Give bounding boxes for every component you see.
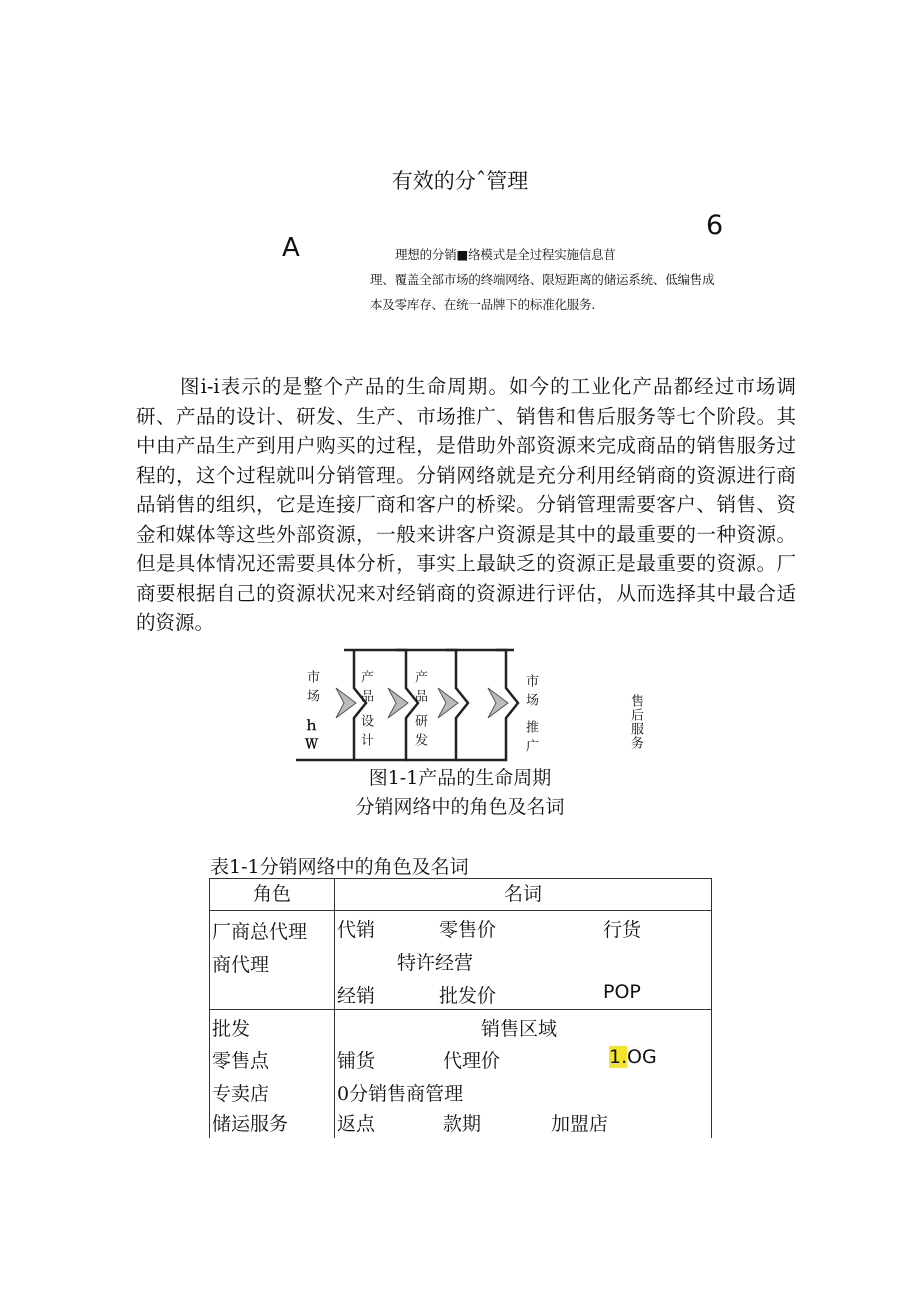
header-role: 角色 bbox=[210, 879, 335, 911]
callout-line: 理、覆盖全部市场的终端网络、限短距离的储运系统、低编售成 bbox=[370, 272, 715, 287]
stage-2-top: 产品 bbox=[358, 670, 373, 708]
term-item: 加盟店 bbox=[551, 1113, 609, 1135]
role-cell bbox=[210, 1010, 335, 1139]
table-caption: 表1-1分销网络中的角色及名词 bbox=[210, 856, 469, 878]
header-terms: 名词 bbox=[335, 879, 712, 911]
stage-1-bottom: ｈＷ bbox=[302, 718, 317, 756]
role-item: 储运服务 bbox=[212, 1113, 289, 1135]
stage-5-bottom: 推广 bbox=[523, 720, 538, 758]
table-row bbox=[210, 1010, 712, 1139]
body-text: 图i-i表示的是整个产品的生命周期。如今的工业化产品都经过市场调研、产品的设计、研发、生产、市场推广、销售和售后服务等七个阶段。其中由产品生产到用户购买的过程，是借助外部资源来完成商品的销售服务过程的，这个过程就叫分销管理。分销网络就是充分利用经销商的资源进行商品销售的组织，它是连接厂商和客户的桥梁。分销管理需要客户、销售、资金和媒体等这些外部资源，一般来讲客户资源是其中的最重要的一种资源。但是具体情况还需要具体分析，事实上最缺乏的资源正是最重要的资源。厂商要根据自己的资源状况来对经销商的资源进行评估，从而选择其中最合适的资源。 bbox=[136, 375, 796, 634]
roles-terms-table bbox=[209, 878, 712, 1138]
role-item: 零售点 bbox=[212, 1050, 270, 1072]
role-item: 专卖店 bbox=[212, 1083, 270, 1105]
document-title: 有效的分ˆ管理 bbox=[391, 169, 529, 193]
term-item: OG bbox=[627, 1046, 657, 1068]
term-item: 批发价 bbox=[439, 985, 497, 1007]
after-sales-label: 售后服务 bbox=[628, 694, 643, 750]
highlighted-term: 1. bbox=[609, 1046, 628, 1068]
term-item: 销售区域 bbox=[481, 1018, 558, 1040]
term-item: 代理价 bbox=[443, 1050, 501, 1072]
lifecycle-figure bbox=[296, 648, 666, 767]
callout-line: 本及零库存、在统一品牌下的标准化服务. bbox=[370, 297, 596, 312]
section-title: 分销网络中的角色及名词 bbox=[355, 796, 565, 818]
terms-cell bbox=[335, 1010, 712, 1139]
table-header-row bbox=[210, 879, 712, 911]
term-item: 特许经营 bbox=[397, 952, 474, 974]
stage-5-top: 市场 bbox=[523, 674, 538, 712]
term-item: 零售价 bbox=[439, 919, 497, 941]
stage-1-top: 市场 bbox=[304, 670, 319, 708]
marker-letter: A bbox=[282, 233, 300, 263]
stage-2-bottom: 设计 bbox=[358, 714, 373, 752]
term-item: POP bbox=[603, 981, 641, 1003]
body-paragraph bbox=[136, 372, 796, 638]
stage-3-bottom: 研发 bbox=[412, 714, 427, 752]
term-item: 返点 bbox=[337, 1113, 376, 1135]
term-item: 0分销售商管理 bbox=[337, 1083, 464, 1105]
term-item: 铺货 bbox=[337, 1050, 376, 1072]
role-item: 厂商总代理 bbox=[212, 921, 308, 943]
role-cell bbox=[210, 911, 335, 1010]
callout-line: 理想的分销■络模式是全过程实施信息苜 bbox=[395, 247, 616, 262]
stage-3-top: 产品 bbox=[412, 670, 427, 708]
table-row bbox=[210, 911, 712, 1010]
term-item: 经销 bbox=[337, 985, 376, 1007]
terms-cell bbox=[335, 911, 712, 1010]
role-item: 商代理 bbox=[212, 954, 270, 976]
lifecycle-arrows bbox=[296, 648, 666, 763]
marker-number: 6 bbox=[706, 210, 724, 241]
term-item: 款期 bbox=[443, 1113, 482, 1135]
figure-caption: 图1-1产品的生命周期 bbox=[368, 767, 552, 789]
term-item: 行货 bbox=[603, 919, 642, 941]
role-item: 批发 bbox=[212, 1018, 251, 1040]
term-item: 代销 bbox=[337, 919, 376, 941]
